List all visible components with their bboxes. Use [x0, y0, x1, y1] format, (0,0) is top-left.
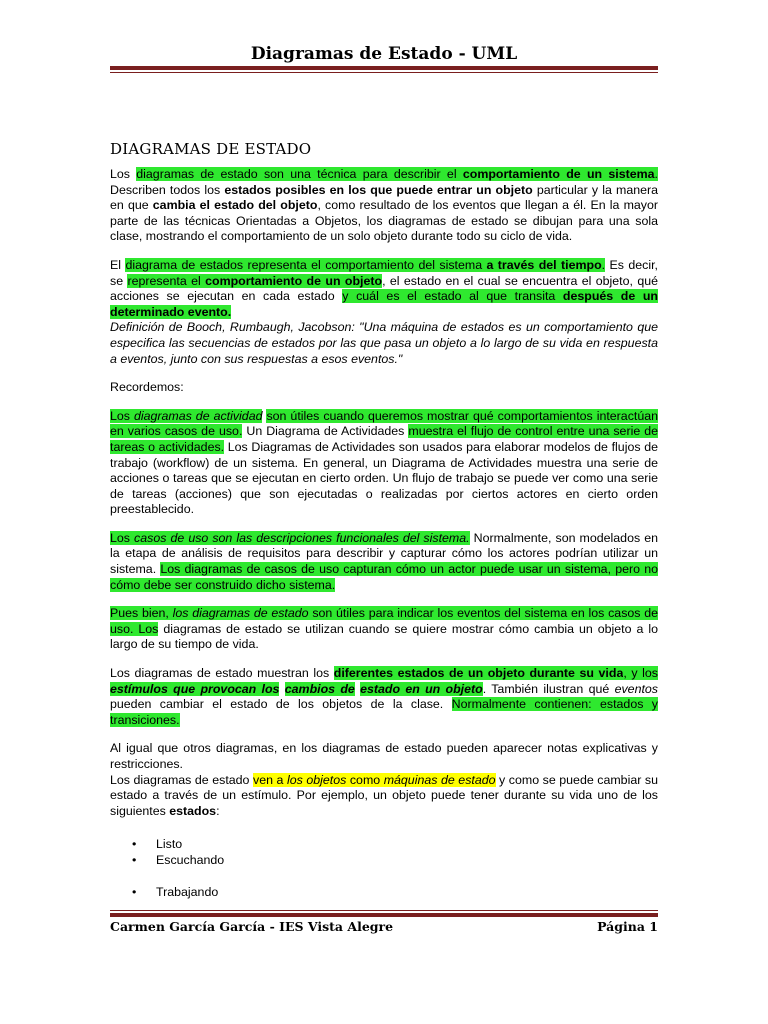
highlighted-text: son útiles cuando queremos mostrar qué comportamientos interactúan en varios casos de uso.	[110, 408, 659, 439]
paragraph-recordemos: Recordemos:	[110, 380, 184, 395]
text-span: Los Diagramas de Actividades son usados para elaborar modelos de flujos de trabajo (workflow) de un sistema. En general, un Diagrama de Actividades muestra una serie de acciones o tareas que se ejecutan en cierto orden. Un flujo de trabajo se puede ver como una serie de tareas (acciones) que son ejecutadas o realizadas por ciertos actores en cierto orden preestablecido.	[110, 439, 658, 517]
paragraph-notes: Al igual que otros diagramas, en los diagramas de estado pueden aparecer notas explicativas y restricciones.	[110, 741, 658, 771]
bold-text: estados	[169, 803, 217, 818]
paragraph-use-cases	[110, 531, 658, 593]
paragraph-booch-definition: Definición de Booch, Rumbaugh, Jacobson: "Una máquina de estados es un comportamiento que especifica las secuencias de estados por las que pasa un objeto a lo largo de su vida en respuesta a eventos, junto con sus respuestas a esos eventos."	[110, 320, 658, 366]
paragraph-activity-diagrams	[110, 409, 658, 518]
highlighted-bold-italic-text: estímulos que provocan los	[110, 681, 280, 696]
list-item	[132, 837, 658, 853]
highlighted-text: Normalmente contienen: estados y transiciones.	[110, 697, 659, 727]
text-span: particular y la manera en que	[110, 182, 659, 213]
text-span: Los	[110, 167, 137, 181]
list-item-label: Listo	[156, 837, 183, 852]
page-body	[110, 140, 658, 900]
highlighted-text: y cuál es el estado al que transita	[342, 289, 563, 304]
bullet-icon: •	[132, 884, 137, 899]
highlighted-italic-text: casos de uso son las descripciones funcionales del sistema.	[134, 530, 470, 545]
highlighted-text: representa el	[127, 273, 206, 288]
text-span: Los diagramas de estado muestran los	[110, 666, 334, 681]
list-item	[132, 852, 658, 869]
footer-page-number: Página 1	[597, 919, 658, 934]
paragraph-state-diagram	[110, 258, 658, 320]
paragraph-states-show	[110, 666, 658, 728]
page-footer	[110, 919, 658, 934]
highlighted-bold-text: a través del tiempo	[486, 257, 602, 272]
yellow-highlighted-italic-text: los objetos	[286, 772, 347, 787]
highlighted-bold-text: comportamiento de un sistema	[462, 167, 655, 181]
paragraph-intro	[110, 167, 658, 245]
list-item-label: Trabajando	[156, 884, 219, 899]
text-span: , el estado en el cual se encuentra el objeto, qué acciones se ejecutan en cada estado	[110, 273, 659, 304]
text-span: Un Diagrama de Actividades	[242, 424, 409, 439]
highlighted-bold-italic-text: estado en un objeto	[360, 681, 483, 696]
bullet-icon: •	[132, 837, 137, 852]
highlighted-bold-text: comportamiento de un objeto	[205, 273, 383, 288]
header-rule	[110, 66, 658, 73]
footer-author: Carmen García García - IES Vista Alegre	[110, 919, 394, 934]
highlighted-text: , y los	[623, 666, 658, 681]
list-item	[132, 884, 658, 901]
bullet-icon: •	[132, 852, 137, 867]
highlighted-text: Los diagramas de casos de uso capturan cómo un actor puede usar un sistema, pero no cómo debe ser construido dicho sistema.	[110, 562, 659, 592]
highlighted-bold-text: diferentes estados de un objeto durante su vida	[333, 666, 624, 681]
bold-text: cambia el estado del objeto	[152, 198, 318, 213]
highlighted-text: Los	[110, 408, 134, 423]
text-span: Es decir, se	[110, 257, 659, 288]
highlighted-italic-text: los diagramas de estado	[172, 606, 309, 621]
highlighted-bold-text: después de un determinado evento.	[110, 289, 658, 319]
highlighted-text: .	[601, 257, 606, 272]
bold-text: estados posibles en los que puede entrar un objeto	[224, 182, 533, 197]
highlighted-text: diagrama de estados representa el comportamiento del sistema	[125, 257, 487, 272]
italic-text: eventos	[614, 681, 658, 696]
paragraph-state-machines	[110, 773, 658, 820]
text-span: Normalmente, son modelados en la etapa de análisis de requisitos para describir y capturar cómo los actores podrían utilizar un sistema.	[110, 530, 658, 577]
text-span	[279, 682, 284, 696]
highlighted-text: Pues bien,	[110, 606, 173, 621]
highlighted-italic-text: diagramas de actividad	[133, 408, 263, 423]
highlighted-text: .	[654, 167, 658, 181]
text-span: , como resultado de los eventos que llegan a él. En la mayor parte de las técnicas Orientadas a Objetos, los diagramas de estado se dibujan para una sola clase, mostrando el comportamiento de un solo objeto durante todo su ciclo de vida.	[110, 198, 659, 244]
highlighted-text: Los	[110, 530, 135, 545]
highlighted-text: son útiles para indicar los eventos del sistema en los casos de uso. Los	[110, 606, 659, 636]
footer-rule	[110, 910, 658, 917]
text-span: Describen todos los	[110, 182, 225, 197]
paragraph-pues-bien	[110, 606, 658, 653]
yellow-highlighted-text: como	[346, 772, 384, 787]
highlighted-bold-italic-text: cambios de	[284, 681, 355, 696]
text-span: Los diagramas de estado	[110, 772, 253, 787]
page-header-title: Diagramas de Estado - UML	[250, 44, 518, 64]
text-span: El	[110, 257, 126, 272]
states-list	[110, 837, 658, 900]
yellow-highlighted-text: ven a	[253, 772, 287, 787]
text-span: :	[216, 803, 220, 818]
text-span: . También ilustran qué	[482, 681, 615, 696]
highlighted-text: muestra el flujo de control entre una serie de tareas o actividades.	[110, 424, 658, 454]
text-span: y como se puede cambiar su estado a través de un estímulo. Por ejemplo, un objeto puede tener durante su vida uno de los siguientes	[110, 772, 658, 818]
text-span: diagramas de estado se utilizan cuando se quiere mostrar cómo cambia un objeto a lo largo de su tiempo de vida.	[110, 621, 658, 652]
list-item-label: Escuchando	[156, 852, 225, 867]
text-span: pueden cambiar el estado de los objetos de la clase.	[110, 697, 452, 712]
highlighted-text: diagramas de estado son una técnica para describir el	[136, 167, 463, 181]
yellow-highlighted-italic-text: máquinas de estado	[383, 772, 496, 787]
section-heading: DIAGRAMAS DE ESTADO	[110, 140, 312, 158]
